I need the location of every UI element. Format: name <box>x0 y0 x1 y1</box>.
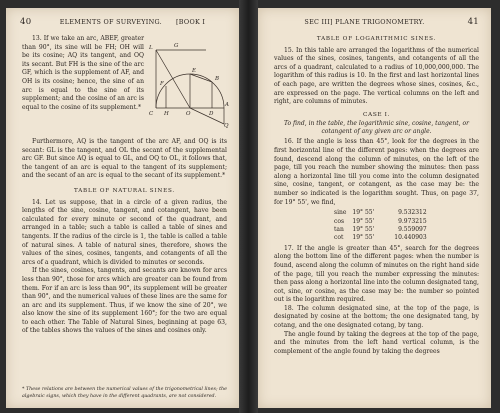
label-B: B <box>215 76 220 82</box>
table-row: cot 19° 55' 10.440903 <box>334 234 427 242</box>
paragraph-13-continued: Furthermore, AQ is the tangent of the arc AF, and OQ is its secant: GL is the tangent, and OL the secant of the supplemental arc GF. But since AQ is equal to GL, and OQ to OL, it follows that, the tangent of an arc is equal to the tangent of its supplement; and the secant of an arc is equal to the secant of its supplement.* <box>22 138 227 180</box>
log-sine-table <box>334 209 433 243</box>
label-A: A <box>225 102 229 108</box>
label-H: H <box>164 111 169 117</box>
right-page <box>258 8 491 408</box>
label-E: E <box>192 68 197 74</box>
label-O: O <box>186 111 191 117</box>
label-G: G <box>174 43 179 49</box>
right-running-head: SEC III] PLANE TRIGONOMETRY. <box>304 18 425 26</box>
label-L: L <box>149 45 153 51</box>
book-gutter <box>239 0 258 413</box>
footnote: * These relations are between the numerical values of the trigonometrical lines; the algebraic signs, which they have in the different quadrants, are not considered. <box>22 387 227 399</box>
paragraph-17: 17. If the angle is greater than 45°, search for the degrees along the bottom line of the different pages: when the number is found, ascend along the column of minutes on the right hand side of the page, till you reach the number expressing the minutes: then pass along a horizontal line into the column designated tang, cot, sine, or cosine, as the case may be: the number so pointed out is the logarithm required. <box>274 244 479 304</box>
section-title-natural-sines: TABLE OF NATURAL SINES. <box>73 187 176 194</box>
paragraph-13: 13. If we take an arc, ABEF, greater than 90°, its sine will be FH; OH will be its cosine; AQ its tangent, and OQ its secant. But FH is the sine of the arc GF, which is the supplement of AF, and OH is its cosine; hence, the sine of an arc is equal to the sine of its supplement; and the cosine of an arc is equal to the cosine of its supplement.* <box>22 35 144 111</box>
paragraph-15: 15. In this table are arranged the logarithms of the numerical values of the sines, cosines, tangents, and cotangents of all the arcs of a quadrant, calculated to a radius of 10,000,000,000. The logarithm of this radius is 10. In the first and last horizontal lines of each page, are written the degrees whose sines, cosines, &c., are expressed on the page. The vertical columns on the left and right, are columns of minutes. <box>274 46 479 106</box>
case-title: CASE I. <box>363 111 390 118</box>
paragraph-14: 14. Let us suppose, that in a circle of a given radius, the lengths of the sine, cosine, tangent, and cotangent, have been calculated for every minute or second of the quadrant, and arranged in a table; such a table is called a table of sines and tangents. If the radius of the circle is 1, the table is called a table of natural sines. A table of natural sines, therefore, shows the values of the sines, cosines, tangents, and cotangents of all the arcs of a quadrant, which is divided to minutes or seconds. <box>22 198 227 266</box>
right-page-body <box>274 35 479 356</box>
label-F: F <box>160 81 164 87</box>
left-page <box>6 8 239 408</box>
case-subtitle: To find, in the table, the logarithmic sine, cosine, tangent, or cotangent of any given arc or angle. <box>284 120 469 136</box>
left-page-body <box>22 138 227 336</box>
paragraph-14b: If the sines, cosines, tangents, and secants are known for arcs less than 90°, those for arcs which are greater can be found from them. For if an arc is less than 90°, its supplement will be greater than 90°, and the numerical values of these lines are the same for an arc and its supplement. Thus, if we know the sine of 20°, we also know the sine of its supplement 160°; for the two are equal to each other. The Table of Natural Sines, beginning at page 63, of the tables shows the values of the sines and cosines only. <box>22 267 227 335</box>
left-book-label: [BOOK I <box>176 18 206 26</box>
label-Q: Q <box>224 123 229 128</box>
paragraph-16: 16. If the angle is less than 45°, look for the degrees in the first horizontal line of the different pages: when the degrees are found, descend along the column of minutes, on the left of the page, till you reach the number showing the minutes: then pass along a horizontal line till you come into the column designated sine, cosine, tangent, or cotangent, as the case may be: the number so indicated is the logarithm sought. Thus, on page 37, for 19° 55', we find, <box>274 138 479 206</box>
table-row: sine 19° 55' 9.532312 <box>334 209 427 217</box>
table-row: cos 19° 55' 9.973215 <box>334 217 427 225</box>
trig-circle-diagram <box>146 36 229 128</box>
paragraph-18: 18. The column designated sine, at the top of the page, is designated by cosine at the bottom; the one designated tang, by cotang, and the one designated cotang, by tang. <box>274 304 479 330</box>
right-page-number: 41 <box>467 17 479 27</box>
label-C: C <box>149 111 154 117</box>
left-page-number: 40 <box>20 17 32 27</box>
label-D: D <box>209 111 214 117</box>
paragraph-18b: The angle found by taking the degrees at the top of the page, and the minutes from the left hand vertical column, is the complement of the angle found by taking the degrees <box>274 330 479 355</box>
section-title-log-sines: TABLE OF LOGARITHMIC SINES. <box>316 36 437 42</box>
table-row: tan 19° 55' 9.559097 <box>334 225 427 233</box>
left-running-head: ELEMENTS OF SURVEYING. <box>59 18 162 26</box>
